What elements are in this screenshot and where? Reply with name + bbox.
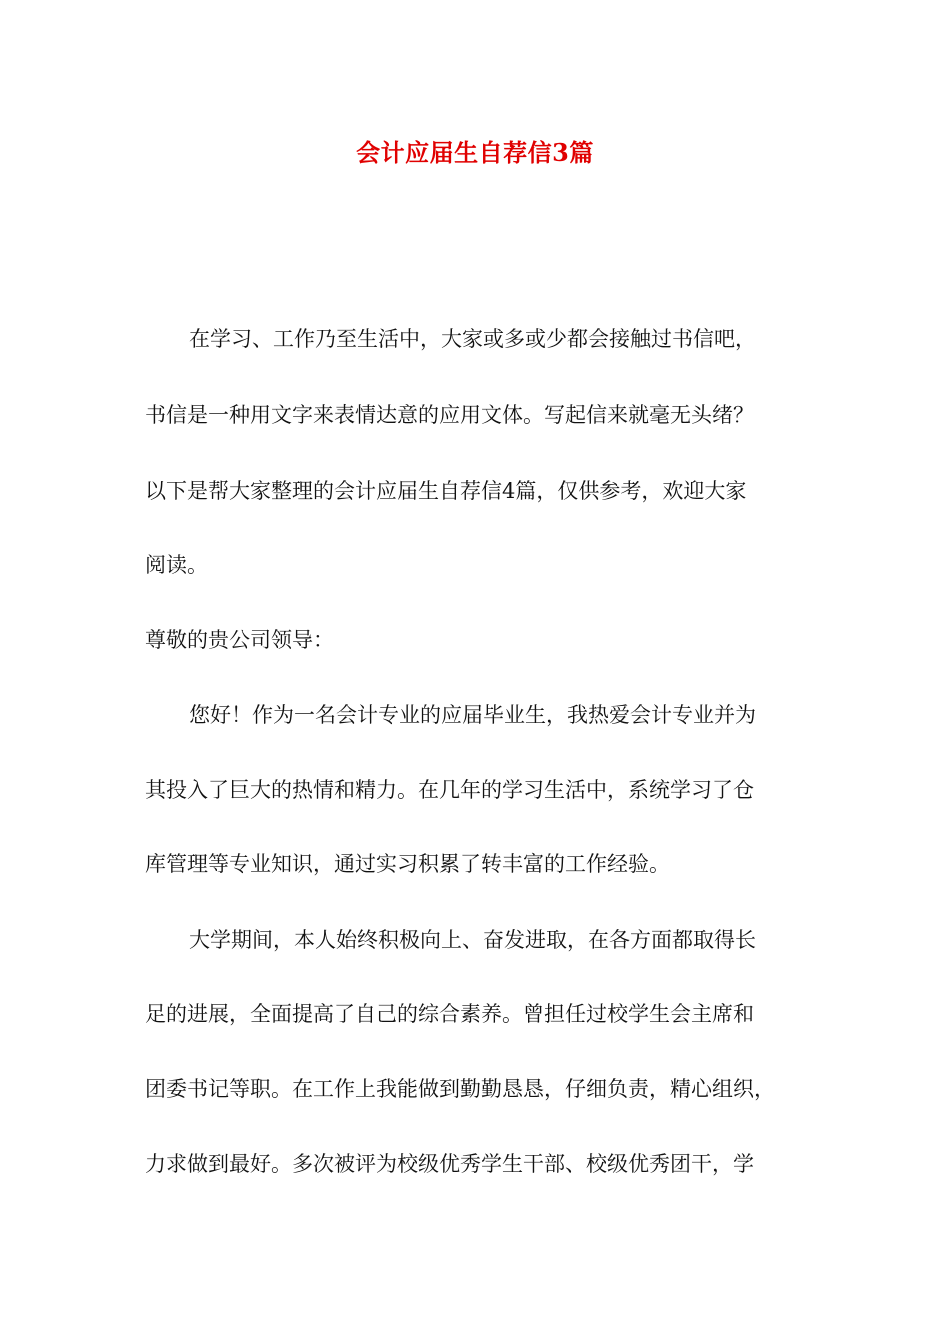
paragraph-line: 大学期间，本人始终积极向上、奋发进取，在各方面都取得长 [189, 928, 756, 952]
paragraph-line: 书信是一种用文字来表情达意的应用文体。写起信来就毫无头绪？ [145, 403, 754, 427]
salutation-line: 尊敬的贵公司领导： [145, 628, 334, 652]
paragraph-line: 以下是帮大家整理的会计应届生自荐信4篇，仅供参考，欢迎大家 [145, 479, 747, 503]
paragraph-line: 其投入了巨大的热情和精力。在几年的学习生活中，系统学习了仓 [145, 778, 754, 802]
paragraph-line: 在学习、工作乃至生活中，大家或多或少都会接触过书信吧， [189, 327, 756, 351]
paragraph-line: 力求做到最好。多次被评为校级优秀学生干部、校级优秀团干，学 [145, 1152, 754, 1176]
paragraph-line: 库管理等专业知识，通过实习积累了转丰富的工作经验。 [145, 852, 670, 876]
paragraph-line: 您好！作为一名会计专业的应届毕业生，我热爱会计专业并为 [189, 703, 756, 727]
paragraph-line: 团委书记等职。在工作上我能做到勤勤恳恳，仔细负责，精心组织， [145, 1077, 775, 1101]
paragraph-line: 足的进展，全面提高了自己的综合素养。曾担任过校学生会主席和 [145, 1002, 754, 1026]
document-title: 会计应届生自荐信3篇 [356, 138, 594, 167]
paragraph-line: 阅读。 [145, 553, 208, 577]
